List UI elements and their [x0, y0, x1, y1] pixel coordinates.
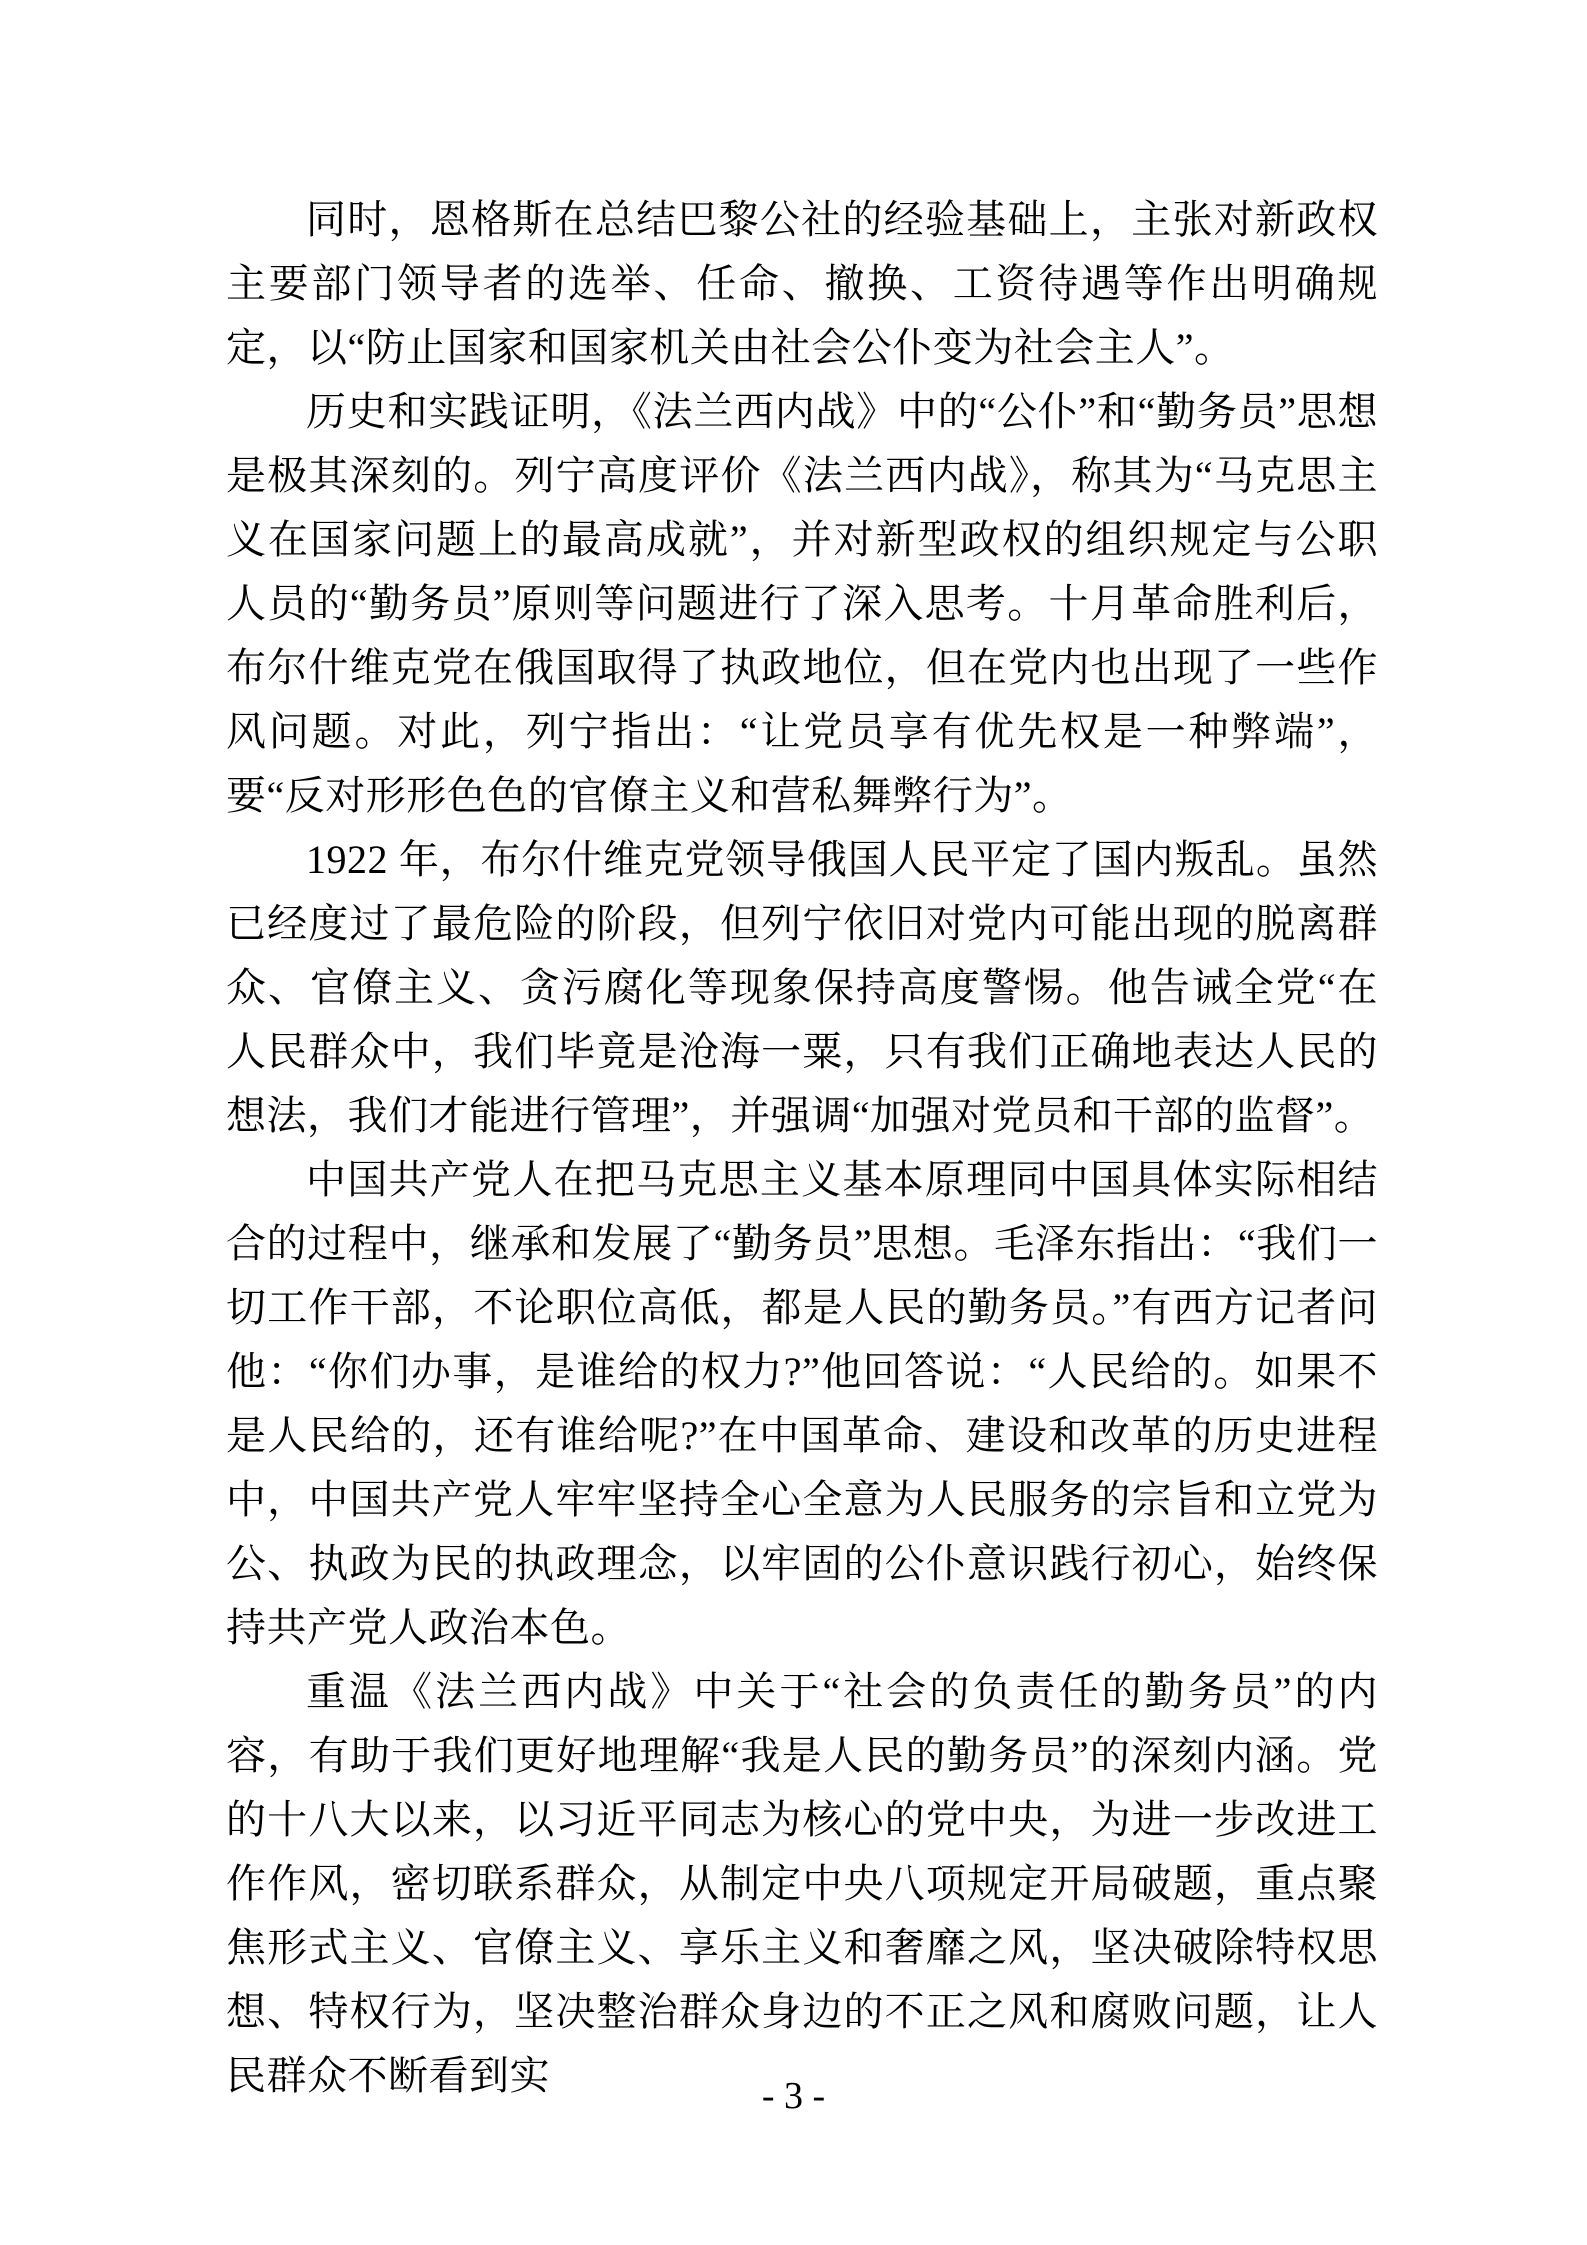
paragraph: 重温《法兰西内战》中关于“社会的负责任的勤务员”的内容，有助于我们更好地理解“我是人民的勤务员”的深刻内涵。党的十八大以来，以习近平同志为核心的党中央，为进一步改进工作作风，密切联系群众，从制定中央八项规定开局破题，重点聚焦形式主义、官僚主义、享乐主义和奢靡之风，坚决破除特权思想、特权行为，坚决整治群众身边的不正之风和腐败问题，让人民群众不断看到实 — [226, 1669, 1378, 2098]
document-text-block — [226, 188, 1378, 2108]
paragraph: 同时，恩格斯在总结巴黎公社的经验基础上，主张对新政权主要部门领导者的选举、任命、撤换、工资待遇等作出明确规定，以“防止国家和国家机关由社会公仆变为社会主人”。 — [226, 197, 1378, 370]
paragraph: 历史和实践证明，《法兰西内战》中的“公仆”和“勤务员”思想是极其深刻的。列宁高度评价《法兰西内战》，称其为“马克思主义在国家问题上的最高成就”，并对新型政权的组织规定与公职人员的“勤务员”原则等问题进行了深入思考。十月革命胜利后，布尔什维克党在俄国取得了执政地位，但在党内也出现了一些作风问题。对此，列宁指出：“让党员享有优先权是一种弊端”，要“反对形形色色的官僚主义和营私舞弊行为”。 — [226, 389, 1378, 818]
page-number: - 3 - — [761, 2075, 826, 2117]
paragraph: 中国共产党人在把马克思主义基本原理同中国具体实际相结合的过程中，继承和发展了“勤务员”思想。毛泽东指出：“我们一切工作干部，不论职位高低，都是人民的勤务员。”有西方记者问他：“你们办事，是谁给的权力?”他回答说：“人民给的。如果不是人民给的，还有谁给呢?”在中国革命、建设和改革的历史进程中，中国共产党人牢牢坚持全心全意为人民服务的宗旨和立党为公、执政为民的执政理念，以牢固的公仆意识践行初心，始终保持共产党人政治本色。 — [226, 1157, 1378, 1650]
paragraph: 1922 年，布尔什维克党领导俄国人民平定了国内叛乱。虽然已经度过了最危险的阶段，但列宁依旧对党内可能出现的脱离群众、官僚主义、贪污腐化等现象保持高度警惕。他告诫全党“在人民群众中，我们毕竟是沧海一粟，只有我们正确地表达人民的想法，我们才能进行管理”，并强调“加强对党员和干部的监督”。 — [226, 837, 1378, 1138]
